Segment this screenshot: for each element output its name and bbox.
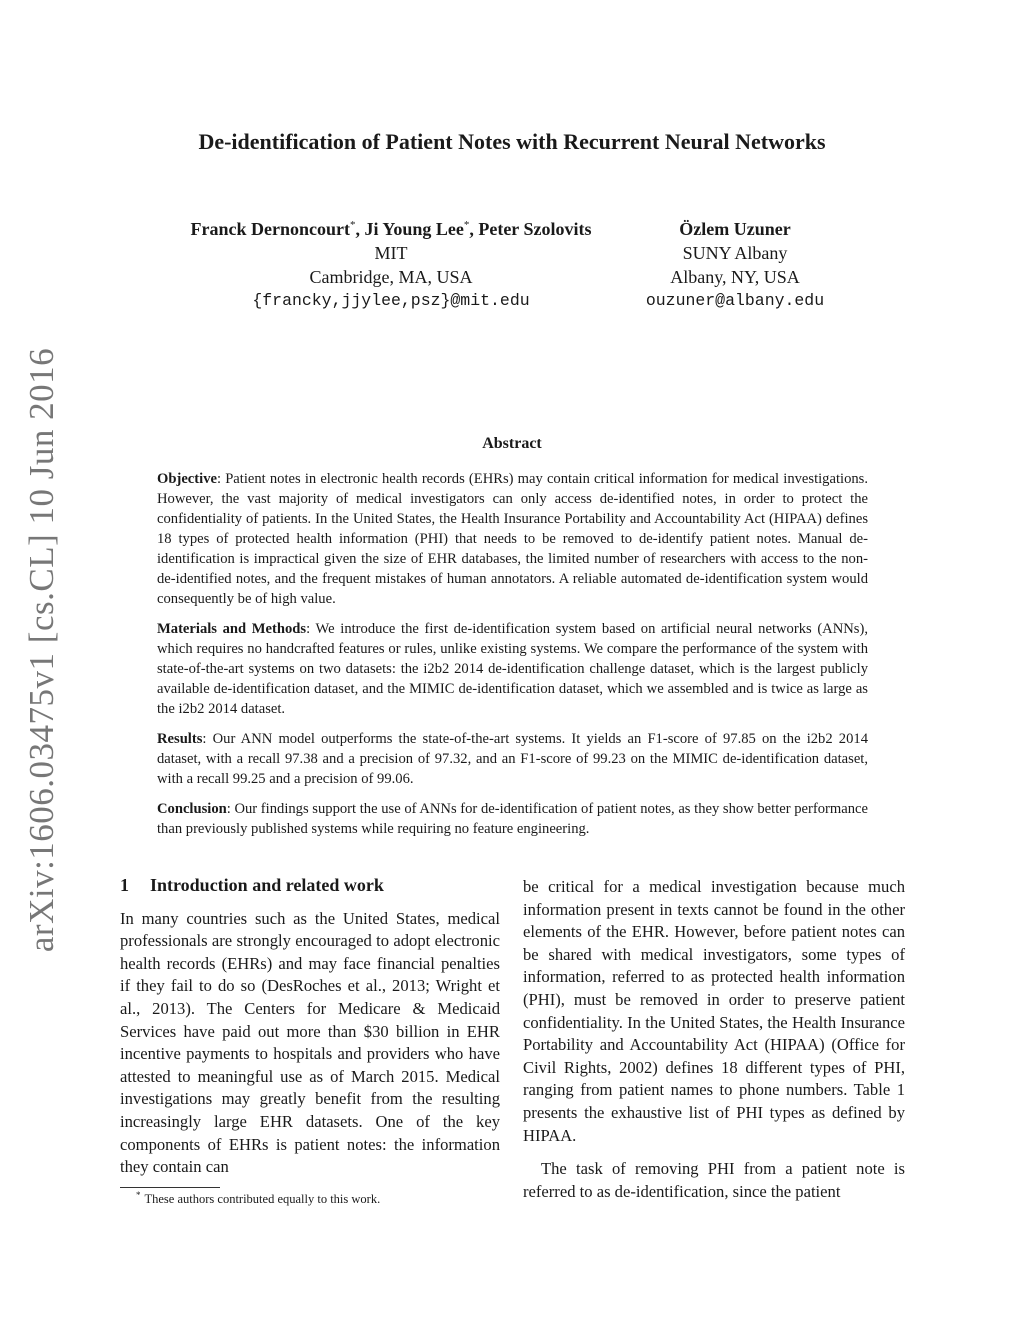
intro-paragraph-2: The task of removing PHI from a patient note is referred to as de-identification, since the patient	[523, 1159, 905, 1201]
equal-contribution-marker: *	[350, 219, 356, 231]
body-column-right	[523, 876, 905, 1203]
intro-paragraph-1-continued: be critical for a medical investigation because much information present in texts cannot be found in the other elements of the EHR. However, before patient notes can be shared with medical investigators, some types of information, referred to as protected health information (PHI), must be removed in order to preserve patient confidentiality. In the United States, the Health Insurance Portability and Accountability Act (HIPAA) (Office for Civil Rights, 2002) defines 18 different types of PHI, ranging from patient names to phone numbers. Table 1 presents the exhaustive list of PHI types as defined by HIPAA.	[523, 877, 905, 1145]
section-number: 1	[120, 875, 129, 895]
footnote-marker: *	[136, 1190, 141, 1200]
author-names-mit	[150, 217, 632, 241]
arxiv-identifier-text: arXiv:1606.03475v1 [cs.CL] 10 Jun 2016	[22, 347, 61, 953]
abstract-heading: Abstract	[482, 435, 542, 452]
author-name-uzuner: Özlem Uzuner	[679, 219, 791, 239]
author-name-szolovits: , Peter Szolovits	[469, 219, 592, 239]
location-albany: Albany, NY, USA	[670, 267, 800, 287]
body-column-left	[120, 874, 500, 1179]
conclusion-text: : Our findings support the use of ANNs for de-identification of patient notes, as they show better performance than previously published systems while requiring no feature engineering.	[157, 801, 868, 837]
footnote	[136, 1190, 536, 1207]
abstract-methods	[157, 619, 868, 719]
abstract-body	[157, 469, 868, 849]
objective-label: Objective	[157, 471, 217, 487]
arxiv-identifier	[12, 347, 72, 953]
section-title: Introduction and related work	[150, 875, 384, 895]
abstract-objective	[157, 469, 868, 609]
results-text: : Our ANN model outperforms the state-of-the-art systems. It yields an F1-score of 97.85 on the i2b2 2014 dataset, with a recall 97.38 and a precision of 97.32, and an F1-score of 99.23 on the MIMIC de-identification dataset, with a recall 99.25 and a precision of 99.06.	[157, 731, 868, 787]
email-mit: {francky,jjylee,psz}@mit.edu	[252, 291, 530, 310]
objective-text: : Patient notes in electronic health records (EHRs) may contain critical information for medical investigations. However, the vast majority of medical investigators can only access de-identified notes, in order to protect the confidentiality of patients. In the United States, the Health Insurance Portability and Accountability Act (HIPAA) defines 18 types of protected health information (PHI) that needs to be removed to de-identify patient notes. Manual de-identification is impractical given the size of EHR databases, the limited number of researchers with access to the non-de-identified notes, and the frequent mistakes of human annotators. A reliable automated de-identification system would consequently be of high value.	[157, 471, 868, 607]
footnote-rule	[120, 1187, 220, 1188]
email-albany: ouzuner@albany.edu	[645, 291, 825, 310]
equal-contribution-marker: *	[463, 219, 470, 231]
methods-text: : We introduce the first de-identification system based on artificial neural networks (ANNs), which requires no handcrafted features or rules, unlike existing systems. We compare the performance of the system with state-of-the-art systems on two datasets: the i2b2 2014 de-identification challenge dataset, which is the largest publicly available de-identification dataset, and the MIMIC de-identification dataset, which we assembled and is twice as large as the i2b2 2014 dataset.	[157, 621, 868, 717]
affiliation-albany: SUNY Albany	[682, 243, 788, 263]
footnote-text: These authors contributed equally to this work.	[144, 1192, 381, 1207]
conclusion-label: Conclusion	[157, 801, 227, 817]
author-block-mit	[150, 217, 632, 313]
methods-label: Materials and Methods	[157, 621, 307, 637]
author-name-dernoncourt: Franck Dernoncourt	[190, 219, 350, 239]
author-block-albany	[610, 217, 860, 313]
author-name-lee: , Ji Young Lee	[355, 219, 464, 239]
affiliation-mit: MIT	[374, 243, 408, 263]
results-label: Results	[157, 731, 203, 747]
abstract-results	[157, 729, 868, 789]
section-heading	[120, 874, 500, 897]
paper-title: De-identification of Patient Notes with Recurrent Neural Networks	[198, 129, 826, 154]
intro-paragraph-1: In many countries such as the United States, medical professionals are strongly encouraged to adopt electronic health records (EHRs) and may face financial penalties if they fail to do so (DesRoches et al., 2013; Wright et al., 2013). The Centers for Medicare & Medicaid Services have paid out more than $30 billion in EHR incentive payments to hospitals and providers who have attested to meaningful use as of March 2015. Medical investigations may greatly benefit from the resulting increasingly large EHR datasets. One of the key components of EHRs is patient notes: the information they contain can	[120, 908, 500, 1177]
abstract-conclusion	[157, 799, 868, 839]
location-mit: Cambridge, MA, USA	[309, 267, 473, 287]
